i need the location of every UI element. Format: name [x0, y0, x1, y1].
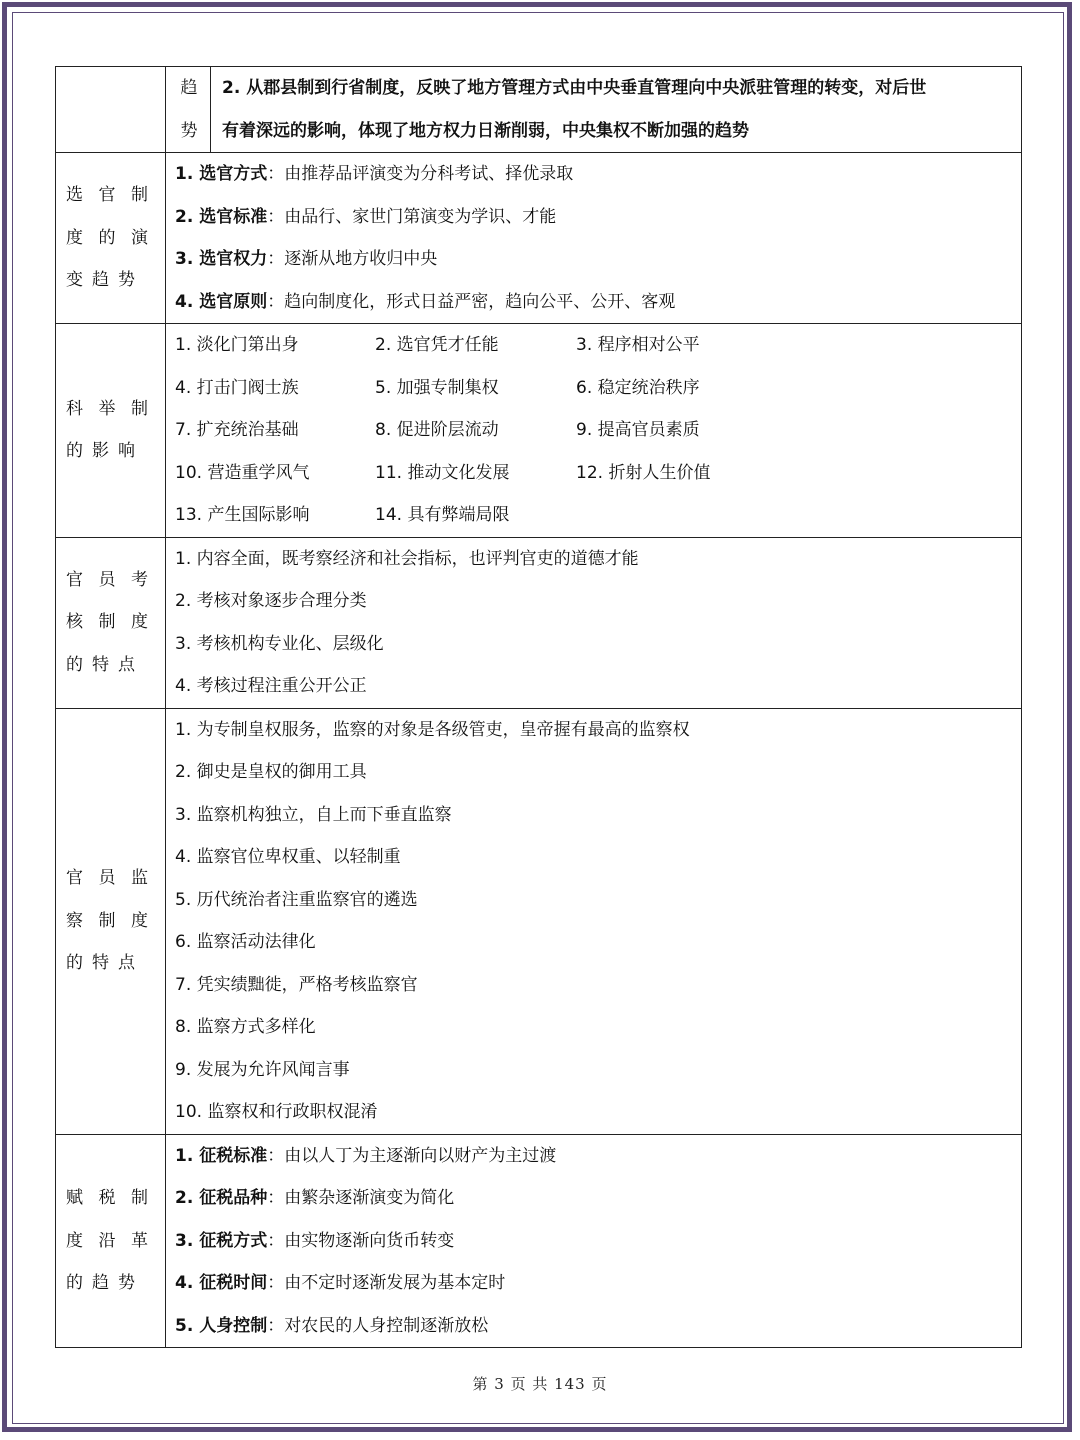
grid-item: 12. 折射人生价值: [576, 462, 711, 483]
row-label-official-selection: 选官制度的演变趋势: [56, 153, 166, 324]
row-label-official-supervision: 官员监察制度的特点: [56, 708, 166, 1134]
item-key: 4. 征税时间: [175, 1273, 268, 1293]
item-key: 1. 征税标准: [175, 1145, 268, 1166]
grid-row: [175, 324, 1011, 367]
summary-table: [55, 66, 1022, 1348]
grid-item: 4. 打击门阀士族: [175, 377, 299, 398]
item-text: ：对农民的人身控制逐渐放松: [267, 1315, 489, 1336]
table-row: [56, 537, 1022, 708]
list-item: 8. 监察方式多样化: [175, 1017, 316, 1037]
row-body-imperial-exam: [166, 324, 1022, 538]
item-key: 2. 选官标准: [175, 206, 268, 227]
list-item: 3. 监察机构独立，自上而下垂直监察: [175, 804, 452, 825]
item-text: ：趋向制度化，形式日益严密，趋向公平、公开、客观: [267, 291, 676, 312]
grid-item: 5. 加强专制集权: [375, 377, 499, 398]
grid-item: 10. 营造重学风气: [175, 462, 310, 483]
list-item: 5. 历代统治者注重监察官的遴选: [175, 889, 418, 910]
grid-item: 8. 促进阶层流动: [375, 420, 499, 440]
grid-item: 6. 稳定统治秩序: [576, 377, 700, 398]
row-label-imperial-exam: 科举制的影响: [56, 324, 166, 538]
trend-side-label: [166, 67, 211, 152]
list-item: 1. 内容全面，既考察经济和社会指标，也评判官吏的道德才能: [175, 548, 639, 569]
row-body-official-supervision: [166, 708, 1022, 1134]
item-key: 3. 选官权力: [175, 249, 268, 269]
grid-row: [175, 409, 1011, 452]
item-key: 4. 选官原则: [175, 291, 268, 312]
grid-item: 11. 推动文化发展: [375, 462, 510, 483]
list-item: [175, 153, 1011, 196]
list-item: 7. 凭实绩黜徙，严格考核监察官: [175, 974, 418, 995]
trend-cell: [166, 67, 1022, 153]
trend-text-line-2: 有着深远的影响，体现了地方权力日渐削弱，中央集权不断加强的趋势: [222, 120, 749, 141]
trend-side-char-2: 势: [180, 120, 198, 141]
grid-item: 9. 提高官员素质: [576, 420, 700, 440]
table-row: [56, 67, 1022, 153]
grid-row: [175, 494, 1011, 537]
row-label-empty: [56, 67, 166, 153]
item-text: ：由不定时逐渐发展为基本定时: [267, 1273, 506, 1293]
row-body-official-assessment: [166, 537, 1022, 708]
list-item: 2. 御史是皇权的御用工具: [175, 762, 367, 782]
trend-text-line-1: 2. 从郡县制到行省制度，反映了地方管理方式由中央垂直管理向中央派驻管理的转变，对后世: [222, 78, 927, 98]
list-item: 2. 考核对象逐步合理分类: [175, 591, 367, 611]
row-label-taxation: 赋税制度沿革的趋势: [56, 1134, 166, 1348]
item-text: ：由以人丁为主逐渐向以财产为主过渡: [267, 1145, 557, 1166]
trend-side-char-1: 趋: [180, 78, 198, 98]
item-text: ：由推荐品评演变为分科考试、择优录取: [267, 164, 574, 184]
list-item: 1. 为专制皇权服务，监察的对象是各级管吏，皇帝握有最高的监察权: [175, 719, 690, 740]
list-item: [175, 1177, 1011, 1220]
list-item: 9. 发展为允许风闻言事: [175, 1059, 350, 1080]
list-item: [175, 1305, 1011, 1348]
list-item: [175, 1135, 1011, 1178]
grid-row: [175, 367, 1011, 410]
list-item: 4. 考核过程注重公开公正: [175, 676, 367, 696]
item-key: 2. 征税品种: [175, 1188, 268, 1208]
list-item: 10. 监察权和行政职权混淆: [175, 1102, 378, 1122]
list-item: [175, 281, 1011, 324]
item-text: ：由繁杂逐渐演变为简化: [267, 1188, 455, 1208]
list-item: [175, 196, 1011, 239]
grid-item: 14. 具有弊端局限: [375, 505, 510, 525]
item-key: 5. 人身控制: [175, 1315, 268, 1336]
table-row: [56, 324, 1022, 538]
grid-item: 3. 程序相对公平: [576, 335, 700, 355]
grid-item: [576, 494, 776, 537]
item-key: 3. 征税方式: [175, 1230, 268, 1251]
grid-row: [175, 452, 1011, 495]
list-item: [175, 1220, 1011, 1263]
item-text: ：逐渐从地方收归中央: [267, 249, 438, 269]
item-text: ：由实物逐渐向货币转变: [267, 1230, 455, 1251]
list-item: [175, 1262, 1011, 1305]
table-row: [56, 1134, 1022, 1348]
grid-item: 7. 扩充统治基础: [175, 420, 299, 440]
list-item: 6. 监察活动法律化: [175, 932, 316, 952]
table-row: [56, 153, 1022, 324]
list-item: 4. 监察官位卑权重、以轻制重: [175, 847, 401, 867]
page-number-footer: 第 3 页 共 143 页: [472, 1375, 608, 1393]
grid-item: 2. 选官凭才任能: [375, 335, 499, 355]
trend-text: [211, 67, 1021, 152]
item-key: 1. 选官方式: [175, 164, 268, 184]
list-item: 3. 考核机构专业化、层级化: [175, 633, 384, 654]
row-body-official-selection: [166, 153, 1022, 324]
row-label-official-assessment: 官员考核制度的特点: [56, 537, 166, 708]
grid-item: 13. 产生国际影响: [175, 505, 310, 525]
row-body-taxation: [166, 1134, 1022, 1348]
item-text: ：由品行、家世门第演变为学识、才能: [267, 206, 557, 227]
grid-item: 1. 淡化门第出身: [175, 335, 299, 355]
list-item: [175, 238, 1011, 281]
table-row: [56, 708, 1022, 1134]
document-content: [55, 66, 1022, 1348]
